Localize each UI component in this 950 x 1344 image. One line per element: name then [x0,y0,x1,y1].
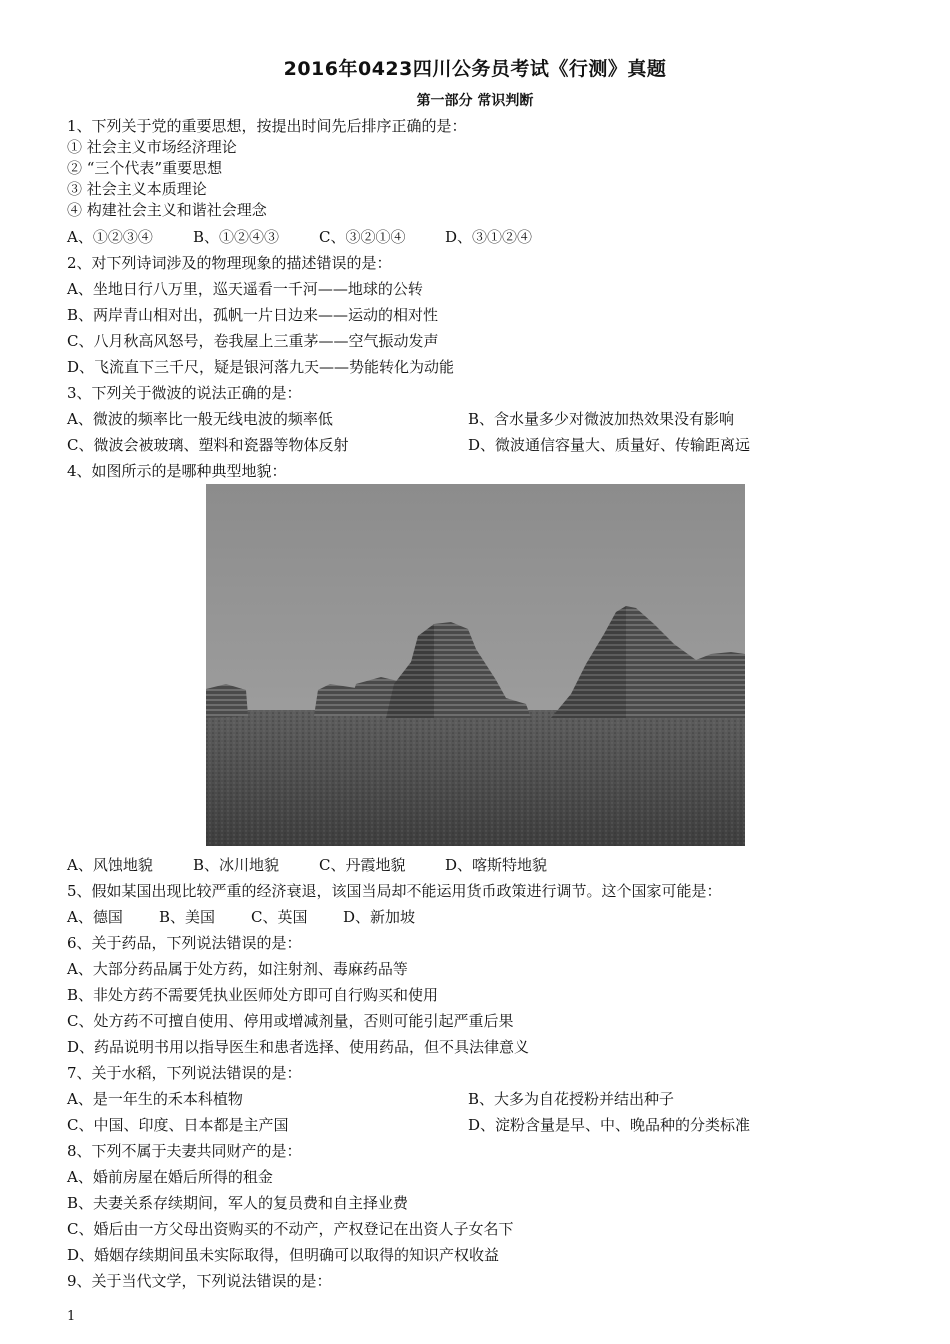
question-1-options [67,227,532,247]
question-6-option-d: D、药品说明书用以指导医生和患者选择、使用药品，但不具法律意义 [67,1038,530,1056]
question-9-stem: 9、关于当代文学，下列说法错误的是： [67,1272,332,1290]
question-2-option-a: A、坐地日行八万里，巡天遥看一千河——地球的公转 [67,280,423,298]
question-3-stem: 3、下列关于微波的说法正确的是： [67,384,302,402]
question-4-stem: 4、如图所示的是哪种典型地貌： [67,462,287,480]
question-1-stem: 1、下列关于党的重要思想，按提出时间先后排序正确的是： [67,117,467,135]
question-3-option-a: A、微波的频率比一般无线电波的频率低 [67,410,333,428]
question-2-option-d: D、飞流直下三千尺，疑是银河落九天——势能转化为动能 [67,358,455,376]
question-7-option-a: A、是一年生的禾本科植物 [67,1090,243,1108]
question-1-item: ① 社会主义市场经济理论 [67,138,237,156]
option-a: A、德国 [67,908,123,926]
question-7-option-d: D、淀粉含量是早、中、晚品种的分类标准 [468,1116,751,1134]
question-6-option-b: B、非处方药不需要凭执业医师处方即可自行购买和使用 [67,986,439,1004]
option-b: B、①②④③ [193,228,280,246]
option-d: D、喀斯特地貌 [445,856,548,874]
question-3-option-d: D、微波通信容量大、质量好、传输距离远 [468,436,751,454]
question-8-option-c: C、婚后由一方父母出资购买的不动产，产权登记在出资人子女名下 [67,1220,514,1238]
question-4-options [67,855,547,875]
question-8-option-d: D、婚姻存续期间虽未实际取得，但明确可以取得的知识产权收益 [67,1246,500,1264]
question-7-option-c: C、中国、印度、日本都是主产国 [67,1116,289,1134]
question-6-stem: 6、关于药品，下列说法错误的是： [67,934,302,952]
option-b: B、美国 [159,908,216,926]
question-6-option-c: C、处方药不可擅自使用、停用或增减剂量，否则可能引起严重后果 [67,1012,514,1030]
option-a: A、①②③④ [67,228,153,246]
page-number: 1 [67,1309,76,1324]
section-heading: 第一部分 常识判断 [416,93,534,109]
question-2-stem: 2、对下列诗词涉及的物理现象的描述错误的是： [67,254,392,272]
option-c: C、英国 [251,908,308,926]
question-5-stem: 5、假如某国出现比较严重的经济衰退，该国当局却不能运用货币政策进行调节。这个国家可能是： [67,882,722,900]
question-8-option-a: A、婚前房屋在婚后所得的租金 [67,1168,273,1186]
option-d: D、③①②④ [445,228,533,246]
question-7-stem: 7、关于水稻，下列说法错误的是： [67,1064,302,1082]
option-c: C、丹霞地貌 [319,856,406,874]
question-5-options [67,907,415,927]
question-2-option-c: C、八月秋高风怒号，卷我屋上三重茅——空气振动发声 [67,332,439,350]
question-6-option-a: A、大部分药品属于处方药，如注射剂、毒麻药品等 [67,960,408,978]
question-1-item: ④ 构建社会主义和谐社会理念 [67,201,267,219]
question-1-item: ② “三个代表”重要思想 [67,159,223,177]
question-7-option-b: B、大多为自花授粉并结出种子 [468,1090,675,1108]
landform-photo [206,484,745,846]
question-3-option-c: C、微波会被玻璃、塑料和瓷器等物体反射 [67,436,349,454]
question-1-item: ③ 社会主义本质理论 [67,180,207,198]
option-b: B、冰川地貌 [193,856,280,874]
document-title: 2016年0423四川公务员考试《行测》真题 [283,58,667,80]
option-d: D、新加坡 [343,908,416,926]
question-8-stem: 8、下列不属于夫妻共同财产的是： [67,1142,302,1160]
option-a: A、风蚀地貌 [67,856,153,874]
question-8-option-b: B、夫妻关系存续期间，军人的复员费和自主择业费 [67,1194,409,1212]
option-c: C、③②①④ [319,228,406,246]
question-3-option-b: B、含水量多少对微波加热效果没有影响 [468,410,735,428]
question-2-option-b: B、两岸青山相对出，孤帆一片日边来——运动的相对性 [67,306,439,324]
